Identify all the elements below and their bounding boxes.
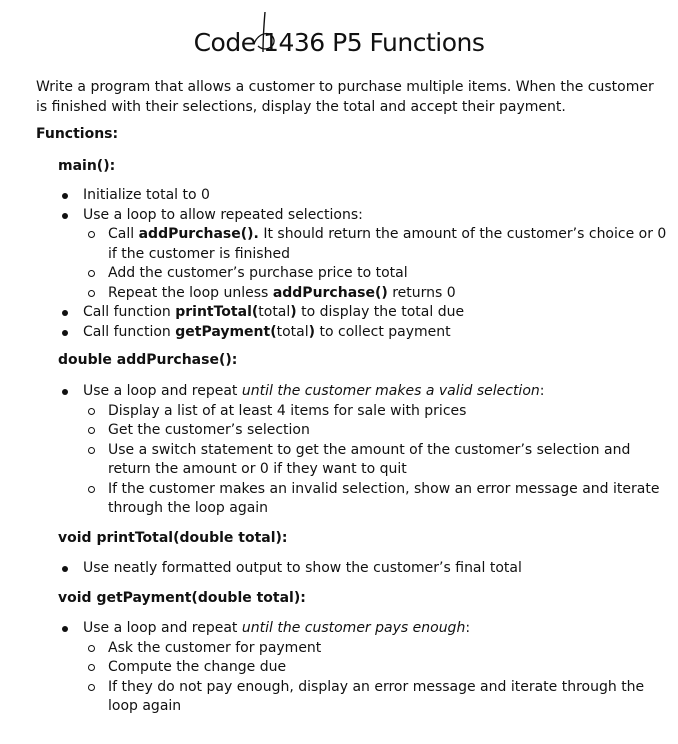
get-payment-signature: void getPayment(double total): <box>58 590 306 606</box>
title-prefix: Code <box>193 28 256 57</box>
list-item: Call function printTotal(total) to display the total due <box>58 303 668 323</box>
print-total-list <box>58 559 668 579</box>
page-title <box>0 28 678 57</box>
list-item: Use a loop to allow repeated selections: Call addPurchase(). It should return the amount of the customer’s choice or 0 if the customer is finished Add the customer’s purchase price to total Repeat the loop unless addPurchase() returns 0 <box>58 206 668 304</box>
functions-heading: Functions: <box>36 126 119 142</box>
get-payment-list <box>58 619 668 717</box>
handwritten-scribble-icon <box>228 10 298 62</box>
list-item: Get the customer’s selection <box>83 421 668 441</box>
list-item: Compute the change due <box>83 658 668 678</box>
add-purchase-sublist <box>83 402 668 519</box>
list-item: Use a loop and repeat until the customer pays enough: Ask the customer for payment Compute the change due If they do not pay enough, display an error message and iterate through the loop again <box>58 619 668 717</box>
add-purchase-signature: double addPurchase(): <box>58 352 238 368</box>
list-item: If they do not pay enough, display an error message and iterate through the loop again <box>83 678 668 717</box>
add-purchase-list <box>58 382 668 519</box>
intro-paragraph: Write a program that allows a customer to purchase multiple items. When the customer is finished with their selections, display the total and accept their payment. <box>36 79 654 115</box>
list-item: Initialize total to 0 <box>58 186 668 206</box>
list-item: Use a switch statement to get the amount of the customer’s selection and return the amount or 0 if they want to quit <box>83 441 668 480</box>
list-item: Use neatly formatted output to show the customer’s final total <box>58 559 668 579</box>
list-item: Ask the customer for payment <box>83 639 668 659</box>
list-item: Display a list of at least 4 items for sale with prices <box>83 402 668 422</box>
list-item: Call addPurchase(). It should return the amount of the customer’s choice or 0 if the customer is finished <box>83 225 668 264</box>
main-list <box>58 186 668 342</box>
print-total-signature: void printTotal(double total): <box>58 530 288 546</box>
list-item: Repeat the loop unless addPurchase() returns 0 <box>83 284 668 304</box>
title-text: 1436 P5 Functions <box>263 28 485 57</box>
main-signature: main(): <box>58 158 116 174</box>
list-item: Call function getPayment(total) to collect payment <box>58 323 668 343</box>
list-item: If the customer makes an invalid selection, show an error message and iterate through the loop again <box>83 480 668 519</box>
list-item: Use a loop and repeat until the customer makes a valid selection: Display a list of at least 4 items for sale with prices Get the customer’s selection Use a switch statement to get the amount of the customer’s selection and return the amount or 0 if they want to quit If the customer makes an invalid selection, show an error message and iterate through the loop again <box>58 382 668 519</box>
list-item: Add the customer’s purchase price to total <box>83 264 668 284</box>
get-payment-sublist <box>83 639 668 717</box>
main-sublist <box>83 225 668 303</box>
